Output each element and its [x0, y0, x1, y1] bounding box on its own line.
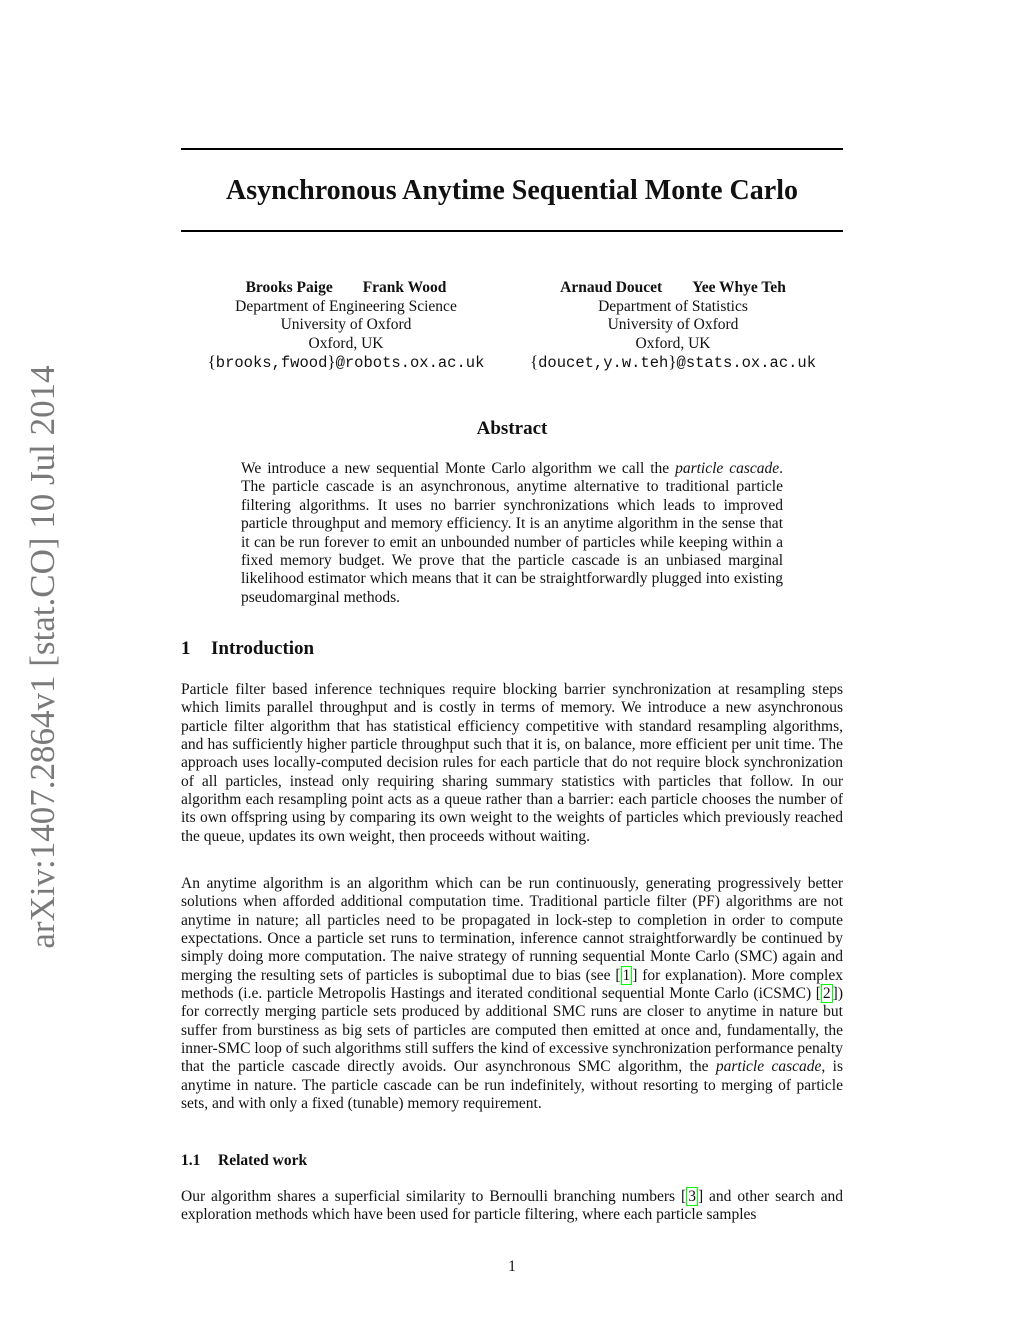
title-bottom-rule — [181, 230, 843, 232]
author-name: Brooks Paige — [245, 279, 333, 296]
citation-link[interactable]: 2 — [822, 985, 831, 1003]
author-affiliation: Department of Engineering Science — [235, 297, 457, 315]
author-block-right — [508, 279, 838, 373]
title-top-rule — [181, 148, 843, 150]
subsection-title: Related work — [218, 1152, 308, 1169]
body-paragraph: Our algorithm shares a superficial similarity to Bernoulli branching numbers [ 3 ] and other search and exploration methods which have been used for particle filtering, where each particle samples — [181, 1188, 843, 1224]
author-location: Oxford, UK — [635, 334, 711, 352]
section-number: 1 — [181, 638, 191, 659]
body-paragraph: Particle filter based inference techniques require blocking barrier synchronization at resampling steps which limits parallel throughput and is costly in terms of memory. We introduce a new asynchronous particle filter algorithm that has statistical efficiency competitive with standard resampling algorithms, and has sufficiently higher particle throughput such that it is, on balance, more efficient per unit time. The approach uses locally-computed decision rules for each particle that do not require block synchronization of all particles, instead only requiring sharing summary statistics with particles that follow. In our algorithm each resampling point acts as a queue rather than a barrier: each particle chooses the number of its own offspring using by comparing its own weight to the weights of particles which previously reached the queue, updates its own weight, then proceeds without waiting. — [181, 681, 843, 845]
paper-title: Asynchronous Anytime Sequential Monte Carlo — [226, 175, 798, 206]
abstract-heading: Abstract — [476, 418, 548, 439]
author-affiliation: Department of Statistics — [598, 297, 748, 315]
author-email[interactable]: {doucet,y.w.teh}@stats.ox.ac.uk — [529, 352, 817, 372]
subsection-heading — [181, 1152, 307, 1170]
abstract-text: We introduce a new sequential Monte Carlo algorithm we call the particle cascade. The particle cascade is an asynchronous, anytime alternative to traditional particle filtering algorithms. It uses no barrier synchronizations which leads to improved particle throughput and memory efficiency. It is an anytime algorithm in the sense that it can be run forever to emit an unbounded number of particles while keeping within a fixed memory budget. We prove that the particle cascade is an unbiased marginal likelihood estimator which means that it can be straightforwardly plugged into existing pseudomarginal methods. — [241, 460, 783, 606]
author-names — [508, 279, 838, 298]
author-university: University of Oxford — [607, 316, 739, 333]
arxiv-identifier: arXiv:1407.2864v1 [stat.CO] 10 Jul 2014 — [23, 365, 62, 949]
author-name: Arnaud Doucet — [560, 279, 663, 296]
section-title: Introduction — [211, 638, 315, 659]
section-heading — [181, 638, 314, 660]
subsection-number: 1.1 — [181, 1152, 201, 1169]
author-location: Oxford, UK — [308, 334, 384, 352]
author-name: Yee Whye Teh — [692, 279, 786, 296]
author-names — [181, 279, 511, 298]
body-paragraph: An anytime algorithm is an algorithm which can be run continuously, generating progressively better solutions when afforded additional computation time. Traditional particle filter (PF) algorithms are not anytime in nature; all particles need to be propagated in lock-step to completion in order to compute expectations. Once a particle set runs to termination, inference cannot straightforwardly be continued by simply doing more computation. The naive strategy of running sequential Monte Carlo (SMC) again and merging the resulting sets of particles is suboptimal due to bias (see [ 1 ] for explanation). More complex methods (i.e. particle Metropolis Hastings and iterated conditional sequential Monte Carlo (iCSMC) [ 2 ]) for correctly merging particle sets produced by additional SMC runs are closer to anytime in nature but suffer from burstiness as big sets of particles are computed then emitted at once and, fundamentally, the inner-SMC loop of such algorithms still suffers the kind of excessive synchronization performance penalty that the particle cascade directly avoids. Our asynchronous SMC algorithm, the particle cascade, is anytime in nature. The particle cascade can be run indefinitely, without resorting to merging of particle sets, and with only a fixed (tunable) memory requirement. — [181, 875, 843, 1113]
author-name: Frank Wood — [362, 279, 447, 296]
citation-link[interactable]: 3 — [688, 1188, 696, 1205]
author-block-left — [181, 279, 511, 373]
page-number: 1 — [508, 1258, 516, 1275]
author-university: University of Oxford — [280, 316, 412, 333]
author-email[interactable]: {brooks,fwood}@robots.ox.ac.uk — [207, 352, 485, 372]
citation-link[interactable]: 1 — [622, 966, 631, 984]
